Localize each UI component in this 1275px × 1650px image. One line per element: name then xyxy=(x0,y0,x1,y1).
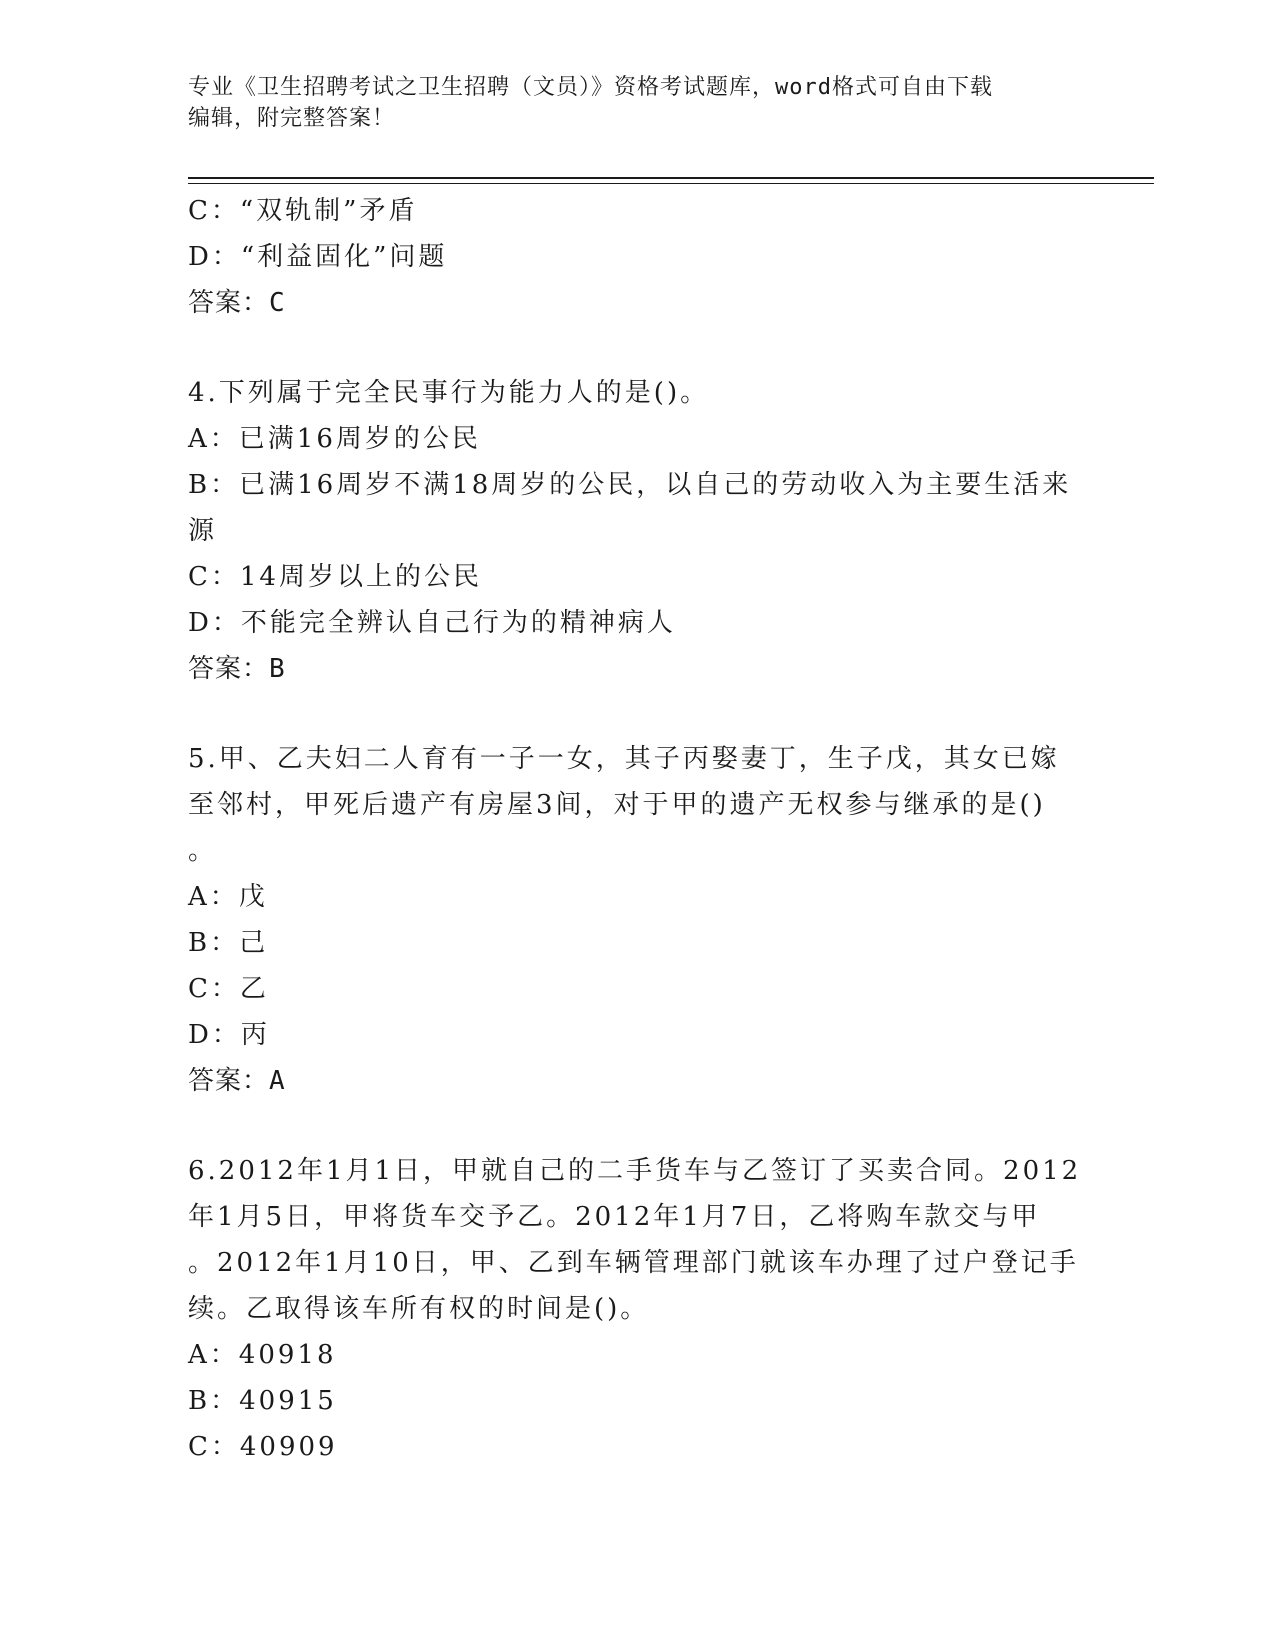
answer-label: 答案： xyxy=(188,654,270,684)
answer-line xyxy=(188,1058,1088,1104)
option-c: C：14周岁以上的公民 xyxy=(188,562,482,592)
question-stem-line-2: 年1月5日，甲将货车交予乙。2012年1月7日，乙将购车款交与甲 xyxy=(188,1202,1041,1232)
question-stem-line-3: 。2012年1月10日，甲、乙到车辆管理部门就该车办理了过户登记手 xyxy=(188,1248,1079,1278)
answer-value: C xyxy=(269,288,286,318)
question-5 xyxy=(188,736,1088,1104)
option-b: B：40915 xyxy=(188,1386,337,1416)
question-stem: 4.下列属于完全民事行为能力人的是()。 xyxy=(188,378,710,408)
header-divider-thin xyxy=(188,183,1154,184)
option-d: D：不能完全辨认自己行为的精神病人 xyxy=(188,608,676,638)
option-c: C：“双轨制”矛盾 xyxy=(188,196,418,226)
option-b-line-2: 源 xyxy=(188,516,218,546)
question-list xyxy=(188,188,1088,1470)
question-stem-line-1: 5.甲、乙夫妇二人育有一子一女，其子丙娶妻丁，生子戊，其女已嫁 xyxy=(188,744,1060,774)
option-d: D：“利益固化”问题 xyxy=(188,242,448,272)
header-line-1: 专业《卫生招聘考试之卫生招聘（文员）》资格考试题库，word格式可自由下载 xyxy=(188,75,993,100)
option-c: C：40909 xyxy=(188,1432,338,1462)
option-a: A：已满16周岁的公民 xyxy=(188,424,481,454)
document-header xyxy=(188,72,1088,134)
answer-label: 答案： xyxy=(188,288,270,318)
option-d: D：丙 xyxy=(188,1020,270,1050)
question-stem-line-1: 6.2012年1月1日，甲就自己的二手货车与乙签订了买卖合同。2012 xyxy=(188,1156,1082,1186)
question-3 xyxy=(188,188,1088,326)
answer-line xyxy=(188,646,1088,692)
option-b: B：己 xyxy=(188,928,269,958)
question-stem-line-4: 续。乙取得该车所有权的时间是()。 xyxy=(188,1294,650,1324)
question-6 xyxy=(188,1148,1088,1470)
header-divider-thick xyxy=(188,177,1154,179)
option-b-line-1: B：已满16周岁不满18周岁的公民，以自己的劳动收入为主要生活来 xyxy=(188,470,1072,500)
answer-line xyxy=(188,280,1088,326)
header-line-2: 编辑，附完整答案！ xyxy=(188,106,396,131)
question-4 xyxy=(188,370,1088,692)
option-a: A：40918 xyxy=(188,1340,337,1370)
option-c: C：乙 xyxy=(188,974,269,1004)
question-spacer xyxy=(188,692,1088,736)
answer-value: A xyxy=(269,1066,286,1096)
question-spacer xyxy=(188,1104,1088,1148)
question-stem-line-3: 。 xyxy=(188,836,218,866)
question-stem-line-2: 至邻村，甲死后遗产有房屋3间，对于甲的遗产无权参与继承的是() xyxy=(188,790,1046,820)
option-a: A：戊 xyxy=(188,882,268,912)
answer-label: 答案： xyxy=(188,1066,270,1096)
answer-value: B xyxy=(269,654,286,684)
question-spacer xyxy=(188,326,1088,370)
